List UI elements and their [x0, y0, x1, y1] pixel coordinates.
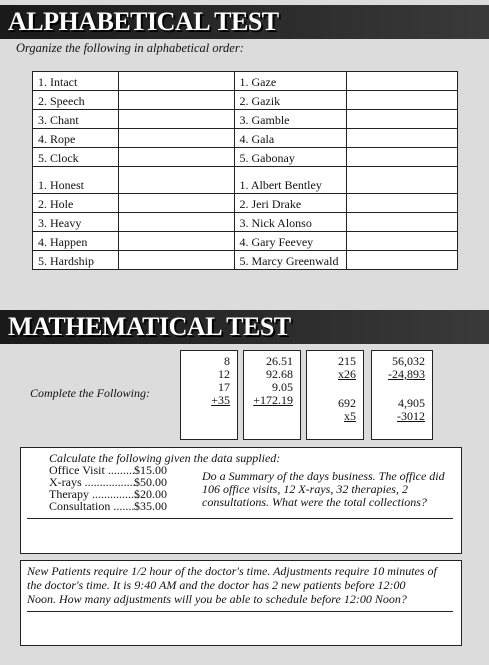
math-value: 12	[218, 367, 230, 381]
answer-cell[interactable]	[118, 129, 234, 148]
table-row	[33, 129, 458, 148]
math-value: +35	[211, 393, 230, 407]
answer-cell[interactable]	[347, 167, 458, 194]
word-cell: 3. Gamble	[234, 110, 347, 129]
fee-price: $20.00	[134, 487, 167, 501]
fee-label: X-rays .................	[49, 475, 136, 489]
fee-price: $35.00	[134, 499, 167, 513]
summary-question: Do a Summary of the days business. The office did	[202, 469, 445, 483]
word-cell: 5. Gabonay	[234, 148, 347, 167]
math-value: 92.68	[266, 367, 293, 381]
word-cell: 3. Chant	[33, 110, 119, 129]
answer-cell[interactable]	[347, 148, 458, 167]
math-value: +172.19	[253, 393, 293, 407]
word-cell: 2. Jeri Drake	[234, 194, 347, 213]
math-instruction: Complete the Following:	[30, 386, 150, 400]
table-row	[33, 251, 458, 270]
alphabetical-title: ALPHABETICAL TEST	[8, 7, 279, 36]
word-cell: 3. Nick Alonso	[234, 213, 347, 232]
schedule-question: the doctor's time. It is 9:40 AM and the doctor has 2 new patients before 12:00	[27, 578, 406, 592]
math-box-addition-2	[243, 350, 301, 440]
math-value: 9.05	[272, 380, 293, 394]
math-value: 215	[338, 354, 356, 368]
math-value: x5	[344, 409, 356, 423]
answer-cell[interactable]	[347, 194, 458, 213]
word-cell: 1. Intact	[33, 72, 119, 91]
math-value: 17	[218, 380, 230, 394]
answer-cell[interactable]	[118, 194, 234, 213]
schedule-problem-panel	[20, 560, 462, 646]
word-cell: 4. Gala	[234, 129, 347, 148]
schedule-question: New Patients require 1/2 hour of the doctor's time. Adjustments require 10 minutes of	[27, 564, 437, 578]
answer-cell[interactable]	[347, 72, 458, 91]
word-cell: 1. Albert Bentley	[234, 167, 347, 194]
math-value: 4,905	[398, 396, 425, 410]
word-cell: 5. Hardship	[33, 251, 119, 270]
alphabetical-instruction: Organize the following in alphabetical order:	[16, 41, 244, 55]
answer-cell[interactable]	[118, 72, 234, 91]
answer-line	[27, 518, 453, 519]
answer-cell[interactable]	[118, 148, 234, 167]
word-cell: 4. Happen	[33, 232, 119, 251]
word-cell: 1. Gaze	[234, 72, 347, 91]
fee-label: Office Visit .........	[49, 463, 135, 477]
table-row	[33, 167, 458, 194]
math-value: 26.51	[266, 354, 293, 368]
word-cell: 5. Clock	[33, 148, 119, 167]
fee-label: Therapy ................	[49, 487, 140, 501]
answer-cell[interactable]	[118, 91, 234, 110]
fee-price: $15.00	[134, 463, 167, 477]
table-row	[33, 194, 458, 213]
answer-cell[interactable]	[347, 129, 458, 148]
math-box-multiplication	[306, 350, 364, 440]
answer-line	[27, 611, 453, 612]
word-cell: 1. Honest	[33, 167, 119, 194]
math-box-subtraction	[371, 350, 433, 440]
table-row	[33, 91, 458, 110]
math-value: -3012	[397, 409, 425, 423]
answer-cell[interactable]	[118, 251, 234, 270]
table-row	[33, 72, 458, 91]
table-row	[33, 148, 458, 167]
word-cell: 2. Speech	[33, 91, 119, 110]
answer-cell[interactable]	[118, 110, 234, 129]
word-cell: 2. Hole	[33, 194, 119, 213]
answer-cell[interactable]	[347, 110, 458, 129]
math-value: 692	[338, 396, 356, 410]
table-row	[33, 213, 458, 232]
schedule-question: Noon. How many adjustments will you be able to schedule before 12:00 Noon?	[27, 592, 407, 606]
alphabetical-header-band	[0, 5, 489, 39]
summary-question: consultations. What were the total collections?	[202, 495, 427, 509]
word-cell: 4. Rope	[33, 129, 119, 148]
answer-cell[interactable]	[347, 232, 458, 251]
fee-price: $50.00	[134, 475, 167, 489]
table-row	[33, 110, 458, 129]
answer-cell[interactable]	[347, 251, 458, 270]
word-cell: 3. Heavy	[33, 213, 119, 232]
answer-cell[interactable]	[118, 167, 234, 194]
fee-label: Consultation .......	[49, 499, 135, 513]
math-value: -24,893	[388, 367, 425, 381]
mathematical-header-band	[0, 310, 489, 344]
math-box-addition-1	[180, 350, 238, 440]
answer-cell[interactable]	[118, 213, 234, 232]
answer-cell[interactable]	[347, 213, 458, 232]
word-cell: 4. Gary Feevey	[234, 232, 347, 251]
word-cell: 2. Gazik	[234, 91, 347, 110]
alphabetical-table	[32, 71, 458, 270]
summary-heading: Calculate the following given the data supplied:	[49, 451, 281, 465]
math-value: 8	[224, 354, 230, 368]
answer-cell[interactable]	[118, 232, 234, 251]
summary-problem-panel	[20, 447, 462, 554]
word-cell: 5. Marcy Greenwald	[234, 251, 347, 270]
mathematical-title: MATHEMATICAL TEST	[8, 312, 291, 341]
summary-question: 106 office visits, 12 X-rays, 32 therapies, 2	[202, 482, 408, 496]
math-value: 56,032	[392, 354, 425, 368]
table-row	[33, 232, 458, 251]
math-value: x26	[338, 367, 356, 381]
answer-cell[interactable]	[347, 91, 458, 110]
